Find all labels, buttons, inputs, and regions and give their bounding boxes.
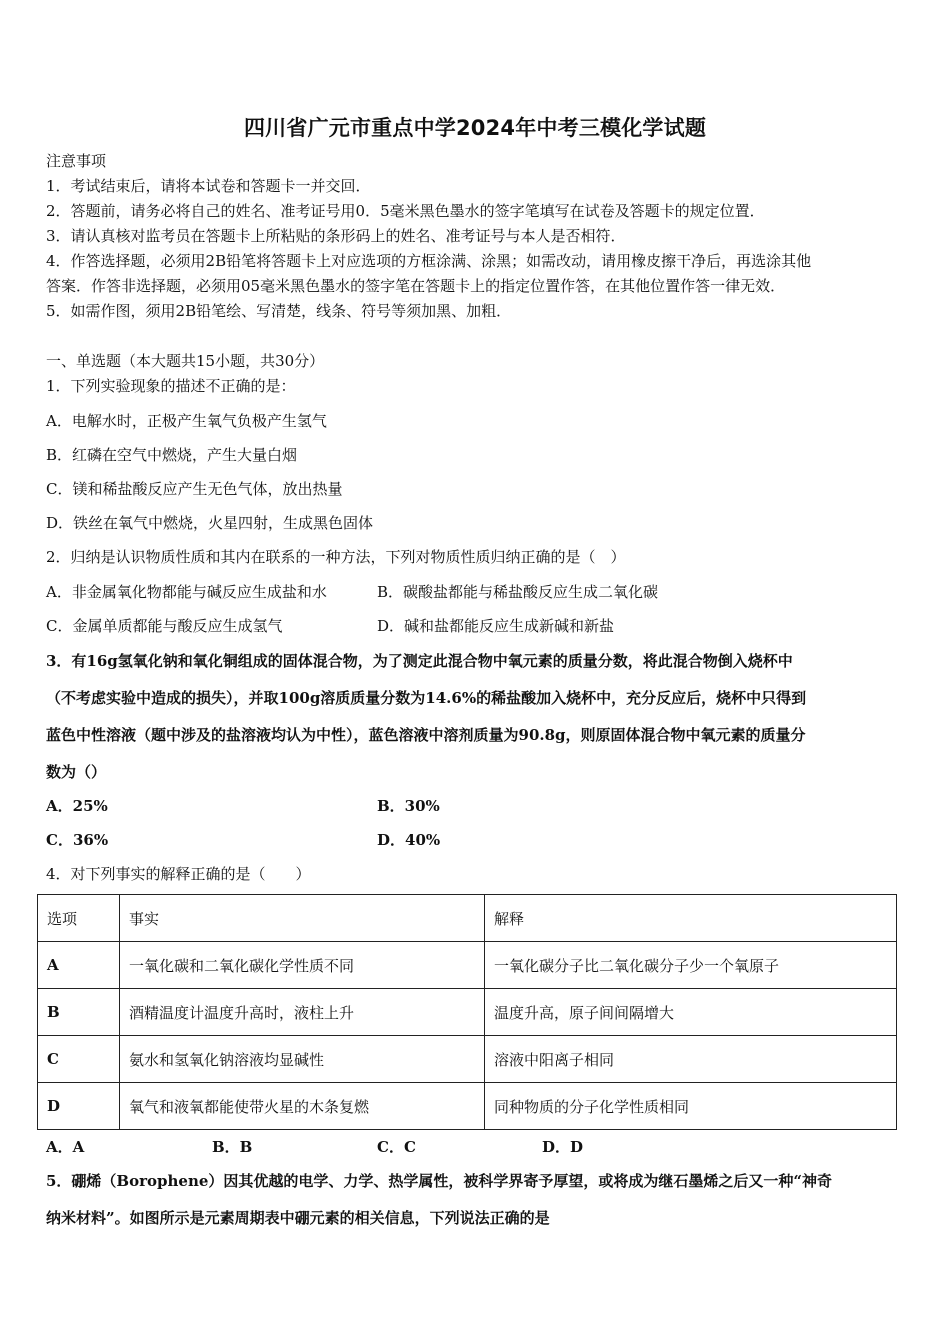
q4-option-d: D．D [542, 1138, 584, 1156]
question-3-line: 数为（） [46, 763, 107, 781]
header-explanation: 解释 [485, 895, 897, 942]
table-row [38, 1083, 897, 1130]
table-row [38, 942, 897, 989]
q2-option-d: D．碱和盐都能反应生成新碱和新盐 [377, 617, 615, 635]
table-header-row [38, 895, 897, 942]
page-title: 四川省广元市重点中学2024年中考三模化学试题 [243, 116, 707, 140]
row-explanation: 同种物质的分子化学性质相同 [485, 1083, 897, 1130]
facts-table [37, 894, 897, 1130]
notice-line: 2．答题前，请务必将自己的姓名、准考证号用0．5毫米黑色墨水的签字笔填写在试卷及答题卡的规定位置． [46, 202, 765, 220]
row-fact: 氨水和氢氧化钠溶液均显碱性 [120, 1036, 485, 1083]
q3-option-c: C．36% [46, 831, 109, 849]
question-2-stem: 2．归纳是认识物质性质和其内在联系的一种方法，下列对物质性质归纳正确的是（ ） [46, 548, 626, 566]
q1-option-d: D．铁丝在氧气中燃烧，火星四射，生成黑色固体 [46, 514, 374, 532]
notice-line: 5．如需作图，须用2B铅笔绘、写清楚，线条、符号等须加黑、加粗． [46, 302, 512, 320]
notice-heading: 注意事项 [46, 152, 107, 170]
row-fact: 氧气和液氧都能使带火星的木条复燃 [120, 1083, 485, 1130]
q2-option-b: B．碳酸盐都能与稀盐酸反应生成二氧化碳 [377, 583, 659, 601]
q1-option-a: A．电解水时，正极产生氧气负极产生氢气 [46, 412, 327, 430]
row-explanation: 一氧化碳分子比二氧化碳分子少一个氧原子 [485, 942, 897, 989]
row-fact: 酒精温度计温度升高时，液柱上升 [120, 989, 485, 1036]
q1-option-c: C．镁和稀盐酸反应产生无色气体，放出热量 [46, 480, 343, 498]
table-row [38, 989, 897, 1036]
q4-option-a: A．A [46, 1138, 85, 1156]
q2-option-a: A．非金属氧化物都能与碱反应生成盐和水 [46, 583, 327, 601]
header-fact: 事实 [120, 895, 485, 942]
row-option: A [38, 942, 120, 989]
question-5-line: 5．硼烯（Borophene）因其优越的电学、力学、热学属性，被科学界寄予厚望，或将成为继石墨烯之后又一种“神奇 [46, 1172, 833, 1190]
q2-option-c: C．金属单质都能与酸反应生成氢气 [46, 617, 283, 635]
q3-option-a: A．25% [46, 797, 108, 815]
question-1-stem: 1．下列实验现象的描述不正确的是： [46, 377, 296, 395]
question-4-stem: 4．对下列事实的解释正确的是（ ） [46, 865, 311, 883]
section-heading: 一、单选题（本大题共15小题，共30分） [46, 352, 325, 370]
question-3-line: （不考虑实验中造成的损失），并取100g溶质质量分数为14.6%的稀盐酸加入烧杯中，充分反应后，烧杯中只得到 [46, 689, 807, 707]
q4-option-c: C．C [377, 1138, 416, 1156]
question-3-line: 3．有16g氢氧化钠和氧化铜组成的固体混合物，为了测定此混合物中氧元素的质量分数，将此混合物倒入烧杯中 [46, 652, 793, 670]
row-fact: 一氧化碳和二氧化碳化学性质不同 [120, 942, 485, 989]
question-3-line: 蓝色中性溶液（题中涉及的盐溶液均认为中性），蓝色溶液中溶剂质量为90.8g，则原固体混合物中氧元素的质量分 [46, 726, 806, 744]
notice-line: 1．考试结束后，请将本试卷和答题卡一并交回． [46, 177, 371, 195]
row-explanation: 温度升高，原子间间隔增大 [485, 989, 897, 1036]
q3-option-b: B．30% [377, 797, 440, 815]
row-option: B [38, 989, 120, 1036]
notice-line: 4．作答选择题，必须用2B铅笔将答题卡上对应选项的方框涂满、涂黑；如需改动，请用橡皮擦干净后，再选涂其他 [46, 252, 812, 270]
notice-line: 3．请认真核对监考员在答题卡上所粘贴的条形码上的姓名、准考证号与本人是否相符． [46, 227, 626, 245]
row-explanation: 溶液中阳离子相同 [485, 1036, 897, 1083]
q3-option-d: D．40% [377, 831, 441, 849]
header-option: 选项 [38, 895, 120, 942]
row-option: D [38, 1083, 120, 1130]
table-row [38, 1036, 897, 1083]
q1-option-b: B．红磷在空气中燃烧，产生大量白烟 [46, 446, 298, 464]
row-option: C [38, 1036, 120, 1083]
question-5-line: 纳米材料”。如图所示是元素周期表中硼元素的相关信息，下列说法正确的是 [46, 1209, 550, 1227]
notice-line: 答案．作答非选择题，必须用05毫米黑色墨水的签字笔在答题卡上的指定位置作答，在其他位置作答一律无效． [46, 277, 786, 295]
q4-option-b: B．B [212, 1138, 253, 1156]
